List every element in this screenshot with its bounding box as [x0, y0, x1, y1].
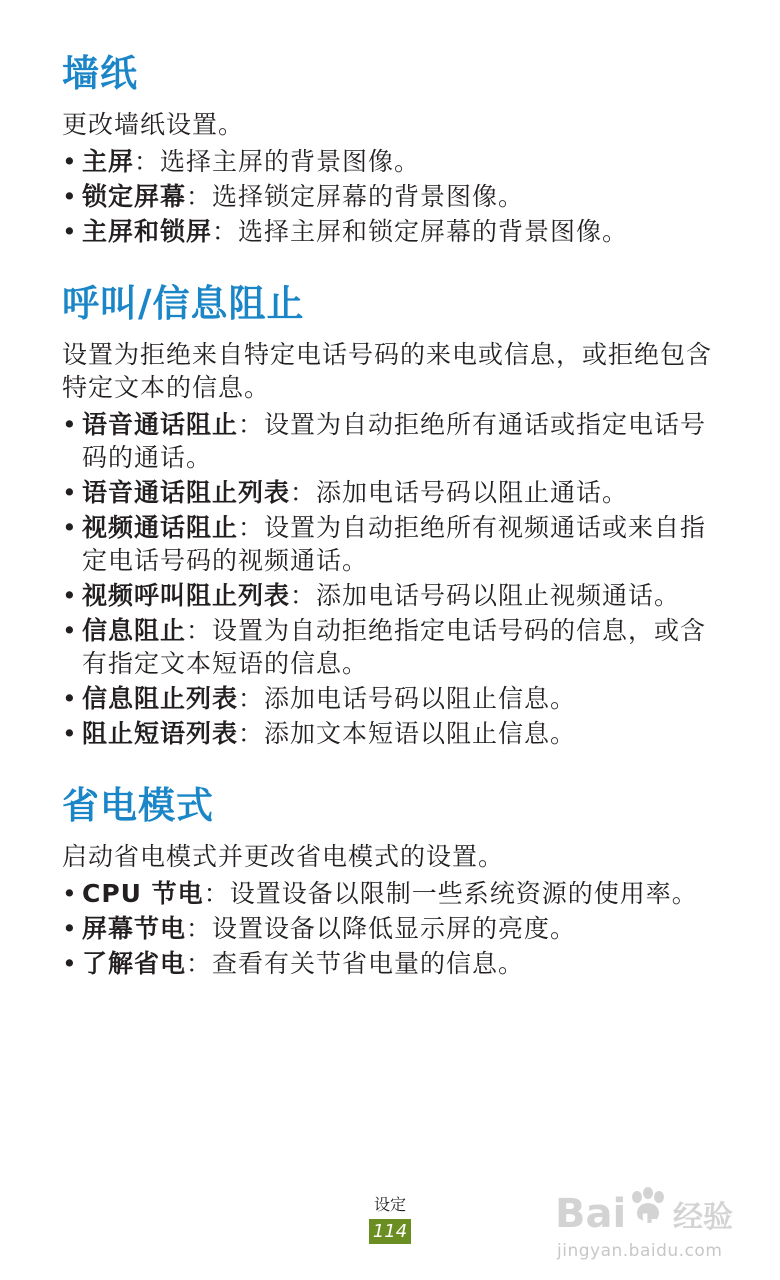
item-list [62, 408, 722, 750]
list-item [62, 476, 722, 509]
item-text: ：添加电话号码以阻止视频通话。 [290, 581, 681, 610]
list-item [62, 912, 722, 945]
item-term: 了解省电 [82, 949, 187, 978]
item-term: 锁定屏幕 [82, 182, 187, 211]
page-number-badge: 114 [369, 1219, 411, 1244]
baidu-logo-icon [555, 1183, 755, 1243]
item-text: ：添加电话号码以阻止通话。 [290, 478, 629, 507]
bullet: • [62, 879, 78, 908]
watermark-suffix: 经验 [673, 1200, 733, 1235]
item-list [62, 145, 722, 248]
item-term: 语音通话阻止列表 [82, 478, 291, 507]
item-term: CPU 节电 [82, 879, 204, 908]
list-item [62, 180, 722, 213]
item-text: ：添加文本短语以阻止信息。 [238, 719, 577, 748]
item-text: ：设置为自动拒绝指定电话号码的信息，或含有指定文本短语的信息。 [82, 616, 707, 678]
list-item [62, 877, 722, 910]
item-text: ：设置为自动拒绝所有通话或指定电话号码的通话。 [82, 410, 707, 472]
section-description: 更改墙纸设置。 [62, 110, 245, 139]
list-item [62, 947, 722, 980]
item-text: ：选择主屏的背景图像。 [134, 147, 421, 176]
item-text: ：选择主屏和锁定屏幕的背景图像。 [212, 217, 629, 246]
bullet: • [62, 719, 78, 748]
list-item [62, 408, 722, 474]
bullet: • [62, 217, 78, 246]
bullet: • [62, 182, 78, 211]
item-term: 主屏和锁屏 [82, 217, 213, 246]
bullet: • [62, 513, 78, 542]
bullet: • [62, 949, 78, 978]
section-power-saving [62, 780, 722, 980]
item-text: ：添加电话号码以阻止信息。 [238, 684, 577, 713]
item-term: 阻止短语列表 [82, 719, 239, 748]
item-list [62, 877, 722, 980]
item-text: ：设置设备以降低显示屏的亮度。 [186, 914, 577, 943]
item-term: 语音通话阻止 [82, 410, 239, 439]
item-term: 视频通话阻止 [82, 513, 239, 542]
item-text: ：选择锁定屏幕的背景图像。 [186, 182, 525, 211]
section-wallpaper [62, 48, 722, 248]
list-item [62, 717, 722, 750]
item-term: 信息阻止列表 [82, 684, 239, 713]
item-text: ：设置为自动拒绝所有视频通话或来自指定电话号码的视频通话。 [82, 513, 707, 575]
section-description: 启动省电模式并更改省电模式的设置。 [62, 842, 505, 871]
section-call-message-block [62, 278, 722, 750]
item-term: 视频呼叫阻止列表 [82, 581, 291, 610]
list-item [62, 145, 722, 178]
list-item [62, 511, 722, 577]
bullet: • [62, 410, 78, 439]
watermark-brand2: du [631, 1210, 669, 1240]
bullet: • [62, 478, 78, 507]
bullet: • [62, 147, 78, 176]
item-text: ：设置设备以限制一些系统资源的使用率。 [203, 879, 698, 908]
bullet: • [62, 684, 78, 713]
list-item [62, 579, 722, 612]
item-term: 屏幕节电 [82, 914, 187, 943]
list-item [62, 614, 722, 680]
item-term: 主屏 [82, 147, 135, 176]
manual-page [62, 48, 722, 982]
item-text: ：查看有关节省电量的信息。 [186, 949, 525, 978]
section-title: 呼叫/信息阻止 [62, 282, 305, 325]
section-description: 设置为拒绝来自特定电话号码的来电或信息，或拒绝包含特定文本的信息。 [62, 340, 713, 402]
baidu-watermark [555, 1165, 760, 1270]
bullet: • [62, 581, 78, 610]
section-title: 省电模式 [62, 784, 214, 827]
list-item [62, 682, 722, 715]
watermark-brand: Bai [555, 1191, 627, 1237]
bullet: • [62, 616, 78, 645]
bullet: • [62, 914, 78, 943]
section-title: 墙纸 [62, 52, 138, 95]
chapter-label: 设定 [373, 1195, 406, 1214]
item-term: 信息阻止 [82, 616, 187, 645]
list-item [62, 215, 722, 248]
watermark-url: jingyan.baidu.com [557, 1241, 723, 1261]
